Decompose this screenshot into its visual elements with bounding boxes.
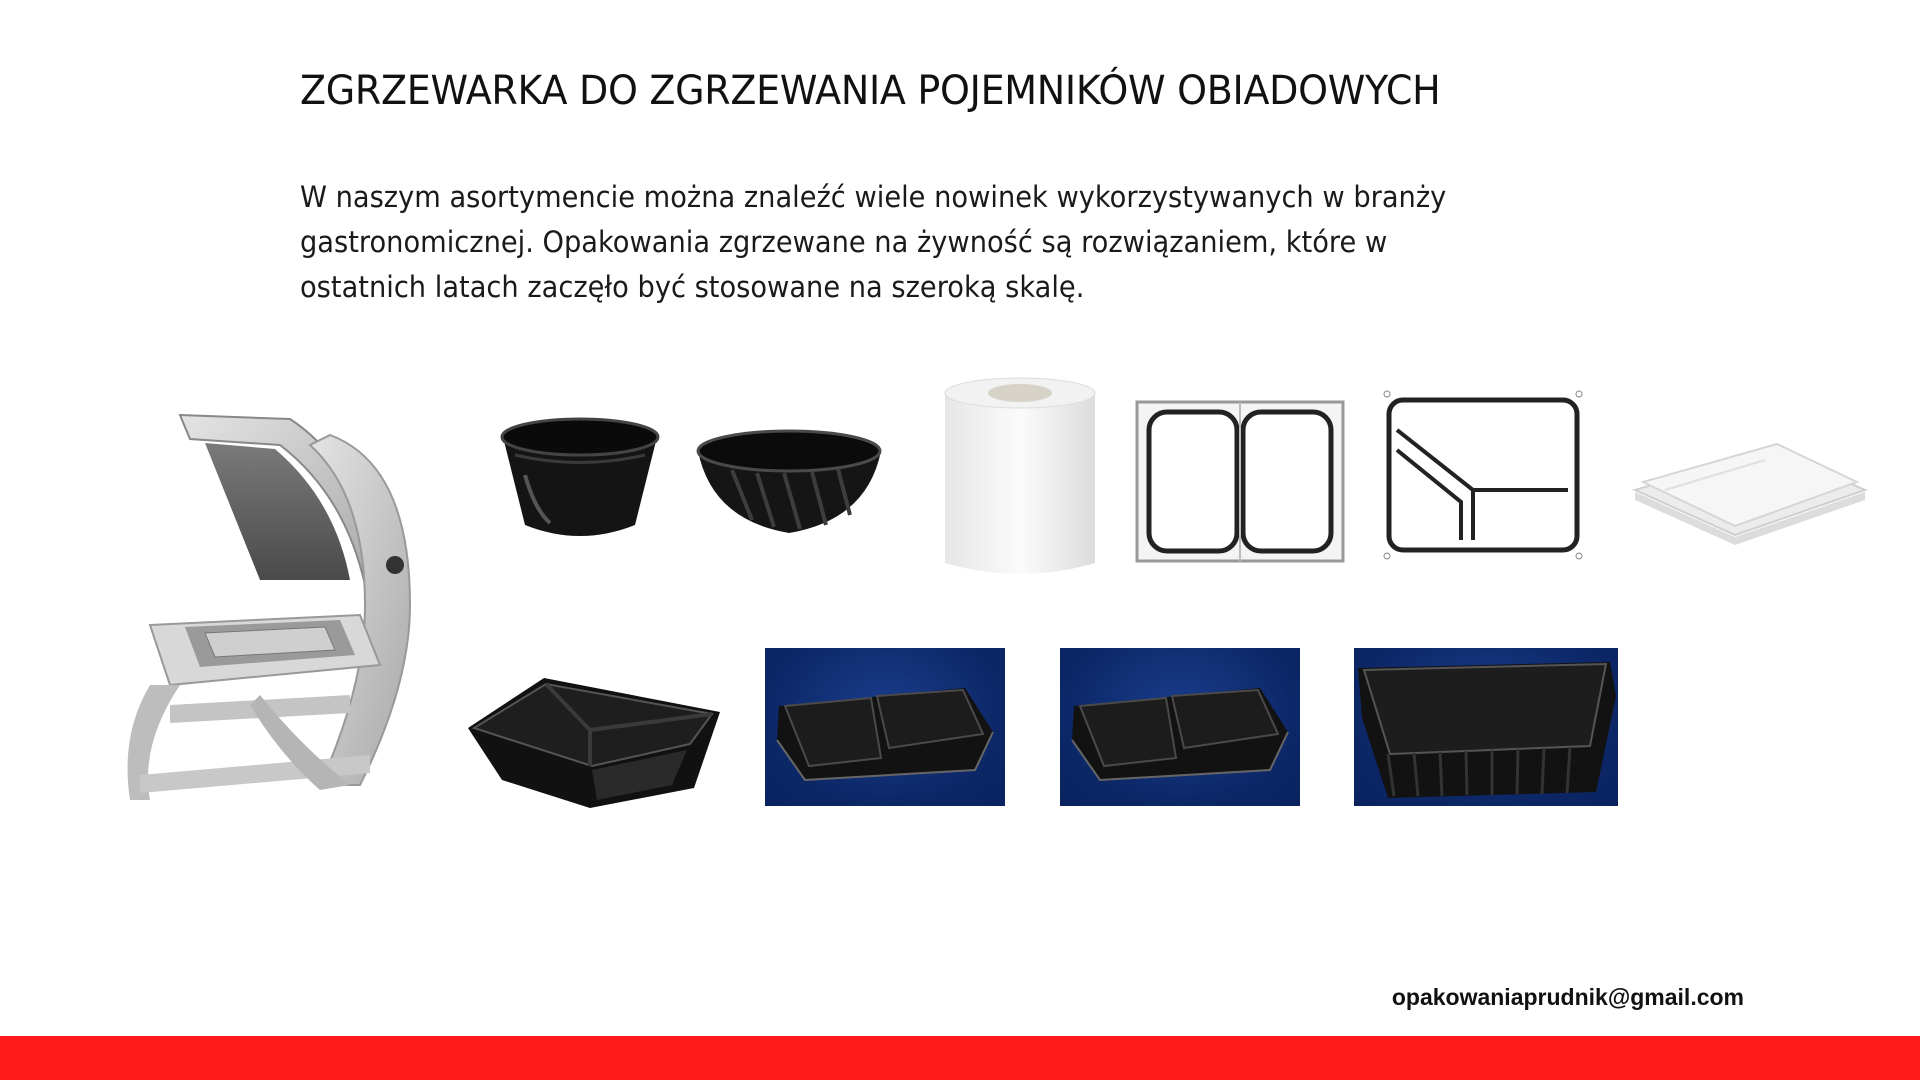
- intro-paragraph: [300, 175, 1522, 310]
- footer-accent-bar: [0, 1036, 1920, 1080]
- black-two-compartment-tray-blue-2-image: [1060, 648, 1300, 806]
- black-ribbed-bowl-image: [692, 425, 887, 537]
- two-compartment-seal-mould-image: [1135, 400, 1345, 563]
- black-two-compartment-tray-blue-image: [765, 648, 1005, 806]
- black-ribbed-tray-blue-image: [1354, 648, 1618, 806]
- three-compartment-seal-mould-image: [1383, 390, 1583, 560]
- contact-email[interactable]: opakowaniaprudnik@gmail.com: [1391, 984, 1744, 1010]
- sealing-film-roll-image: [940, 375, 1100, 580]
- vacuum-bags-stack-image: [1625, 430, 1873, 550]
- intro-line: gastronomicznej. Opakowania zgrzewane na żywność są rozwiązaniem, które w: [300, 225, 1388, 259]
- black-round-bowl-image: [495, 415, 665, 543]
- intro-line: W naszym asortymencie można znaleźć wiele nowinek wykorzystywanych w branży: [300, 180, 1447, 214]
- black-three-compartment-tray-image: [462, 670, 727, 810]
- page-title: ZGRZEWARKA DO ZGRZEWANIA POJEMNIKÓW OBIADOWYCH: [300, 68, 1441, 114]
- tray-sealer-machine-image: [110, 405, 430, 810]
- intro-line: ostatnich latach zaczęło być stosowane na szeroką skalę.: [300, 270, 1085, 304]
